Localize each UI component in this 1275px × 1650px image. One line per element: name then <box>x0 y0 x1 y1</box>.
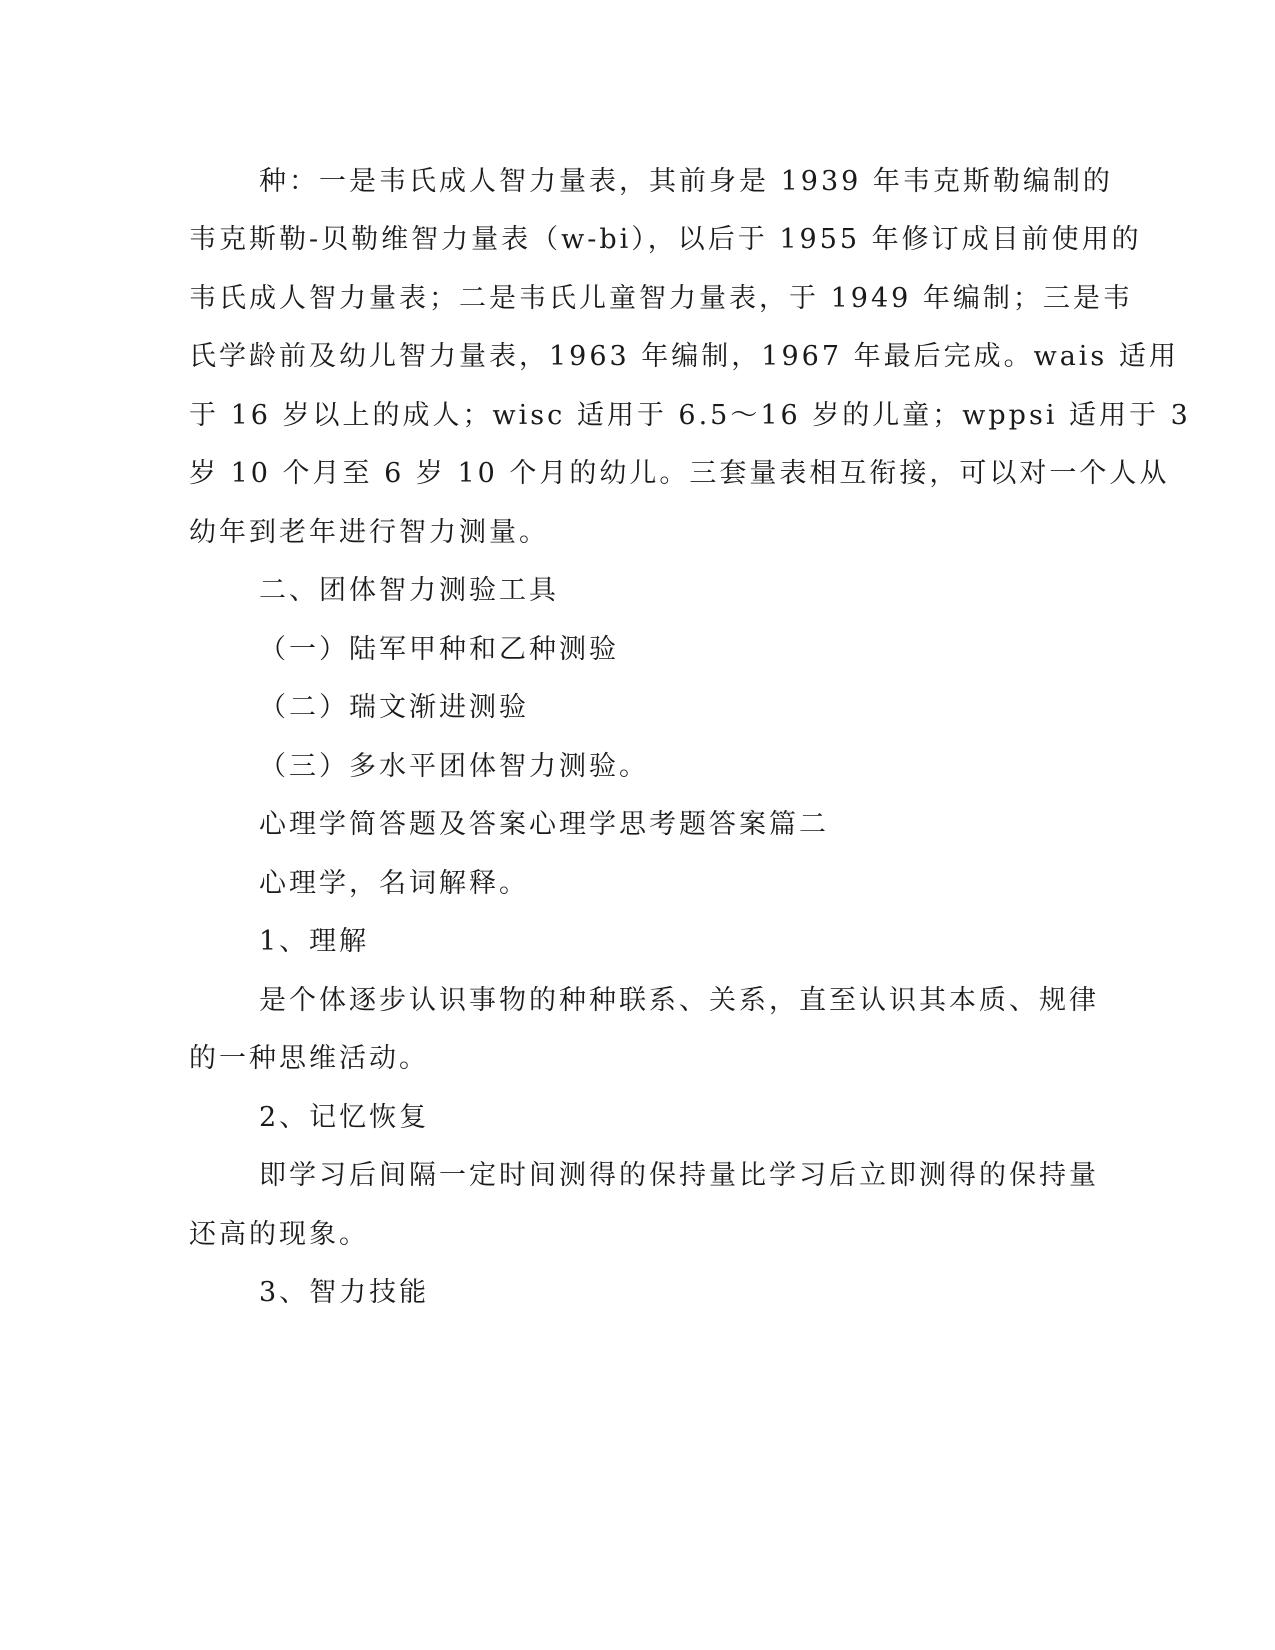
article-title: 心理学简答题及答案心理学思考题答案篇二 <box>259 809 829 840</box>
paragraph-line: 岁 10 个月至 6 岁 10 个月的幼儿。三套量表相互衔接，可以对一个人从 <box>189 458 1170 489</box>
paragraph-line: 还高的现象。 <box>189 1219 369 1250</box>
section-heading: 二、团体智力测验工具 <box>259 575 559 606</box>
term-heading: 1、理解 <box>259 926 370 957</box>
list-item: （三）多水平团体智力测验。 <box>259 751 649 782</box>
paragraph-line: 种：一是韦氏成人智力量表，其前身是 1939 年韦克斯勒编制的 <box>259 166 1113 197</box>
paragraph-line: 幼年到老年进行智力测量。 <box>189 517 549 548</box>
section-heading: 心理学，名词解释。 <box>259 868 529 899</box>
term-heading: 2、记忆恢复 <box>259 1102 430 1133</box>
paragraph-line: 韦氏成人智力量表；二是韦氏儿童智力量表，于 1949 年编制；三是韦 <box>189 283 1133 314</box>
paragraph-line: 氏学龄前及幼儿智力量表，1963 年编制，1967 年最后完成。wais 适用 <box>189 341 1179 372</box>
paragraph-line: 即学习后间隔一定时间测得的保持量比学习后立即测得的保持量 <box>259 1160 1099 1191</box>
paragraph-line: 韦克斯勒-贝勒维智力量表（w-bi），以后于 1955 年修订成目前使用的 <box>189 224 1142 255</box>
paragraph-line: 于 16 岁以上的成人；wisc 适用于 6.5～16 岁的儿童；wppsi 适用于 3 <box>189 400 1191 431</box>
list-item: （一）陆军甲种和乙种测验 <box>259 634 619 665</box>
list-item: （二）瑞文渐进测验 <box>259 692 529 723</box>
paragraph-line: 是个体逐步认识事物的种种联系、关系，直至认识其本质、规律 <box>259 985 1099 1016</box>
paragraph-line: 的一种思维活动。 <box>189 1043 429 1074</box>
term-heading: 3、智力技能 <box>259 1277 430 1308</box>
